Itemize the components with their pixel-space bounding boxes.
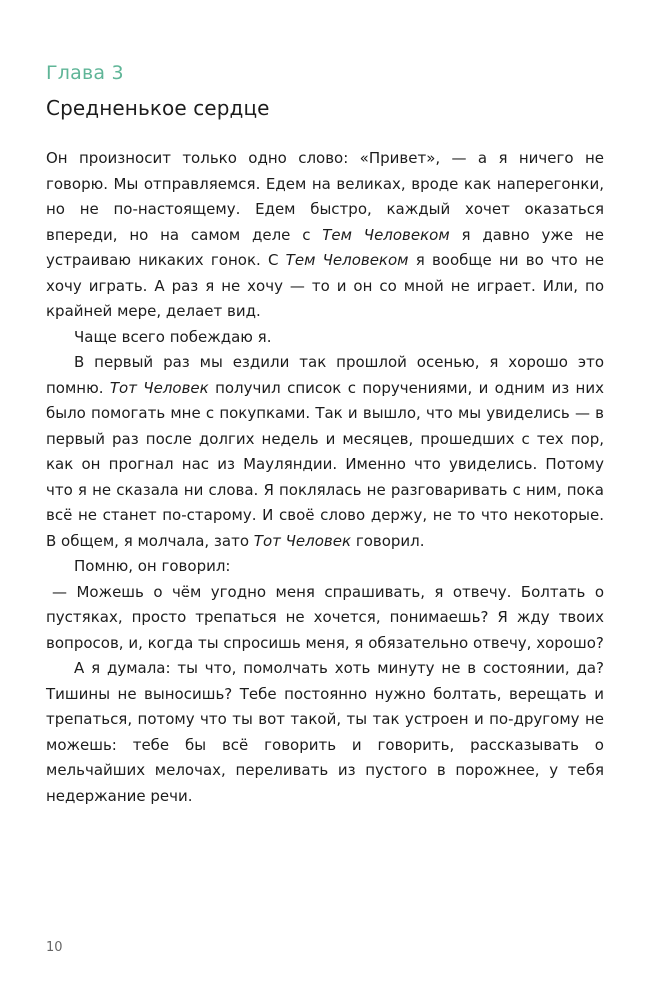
text-run: Помню, он говорил:	[74, 557, 231, 575]
paragraph	[46, 325, 604, 351]
paragraph	[46, 580, 604, 657]
italic-text: Тот Человек	[109, 378, 209, 397]
paragraph	[46, 146, 604, 325]
text-run: Он произносит только одно слово: «Привет», — а я ничего не говорю. Мы отправляемся. Едем на великах, вроде как наперегонки, но не по-настоящему. Едем быстро, каждый хочет оказаться впереди, но на самом деле с	[46, 149, 604, 244]
chapter-title: Средненькое сердце	[46, 96, 270, 120]
paragraph	[46, 656, 604, 809]
text-run: А я думала: ты что, помолчать хоть минуту не в состоянии, да? Тишины не выносишь? Тебе постоянно нужно болтать, верещать и трепаться, потому что ты вот такой, ты так устроен и по-другому не можешь: тебе бы всё говорить и говорить, рассказывать о мельчайших мелочах, переливать из пустого в порожнее, у тебя недержание речи.	[46, 659, 604, 805]
italic-text: Тем Человеком	[322, 225, 450, 244]
italic-text: Тем Человеком	[285, 251, 409, 269]
paragraph	[46, 554, 604, 580]
text-run: — Можешь о чём угодно меня спрашивать, я отвечу. Болтать о пустяках, просто трепаться не хочется, понимаешь? Я жду твоих вопросов, и, когда ты спросишь меня, я обязательно отвечу, хорошо?	[46, 582, 604, 652]
body-text	[46, 146, 604, 809]
paragraph	[46, 350, 604, 554]
text-run: получил список с поручениями, и одним из них было помогать мне с покупками. Так и вышло, что мы увиделись — в первый раз после долгих недель и месяцев, прошедших с тех пор, как он прогнал нас из Мауляндии. Именно что увиделись. Потому что я не сказала ни слова. Я поклялась не разговаривать с ним, пока всё не станет по-старому. И своё слово держу, не то что некоторые. В общем, я молчала, зато	[46, 378, 604, 550]
text-run: говорил.	[351, 531, 425, 550]
chapter-label: Глава 3	[46, 62, 124, 84]
text-run: В первый раз мы ездили так прошлой осенью, я хорошо это помню.	[46, 353, 604, 397]
text-run: я давно уже не устраиваю никаких гонок. С	[46, 225, 604, 269]
text-run: Чаще всего побеждаю я.	[74, 327, 272, 346]
italic-text: Тот Человек	[253, 531, 352, 550]
text-run: я вообще ни во что не хочу играть. А раз я не хочу — то и он со мной не играет. Или, по крайней мере, делает вид.	[46, 251, 604, 320]
page-number: 10	[46, 940, 63, 955]
